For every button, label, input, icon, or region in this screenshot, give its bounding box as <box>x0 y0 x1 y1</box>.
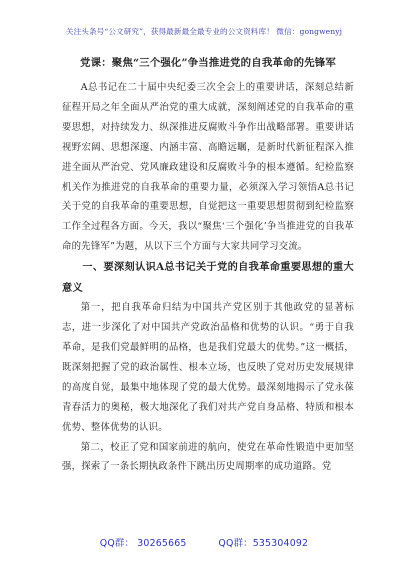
header-banner: 关注头条号“公文研究”，获得最新最全最专业的公文资料库！ 微信：gongwenyj <box>65 27 343 36</box>
footer-qq-groups <box>0 535 408 549</box>
paragraph-second: 第二，校正了党和国家前进的航向，使党在革命性锻造中更加坚强，探索了一条长期执政条件下跳出历史周期率的成功道路。党 <box>62 441 354 473</box>
footer-qq1: QQ群： 30265665 <box>99 538 187 549</box>
intro-paragraph: A总书记在二十届中央纪委三次全会上的重要讲话，深刻总结新征程开局之年全面从严治党的重大成就，深刻阐述党的自我革命的重要思想，对持续发力、纵深推进反腐败斗争作出战略部署。重要讲话视野宏阔、思想深邃、内涵丰富、高瞻远瞩，是新时代新征程深入推进全面从严治党、党风廉政建设和反腐败斗争的根本遵循。纪检监察机关作为推进党的自我革命的重要力量，必须深入学习领悟A总书记关于党的自我革命的重要思想，自觉把这一重要思想贯彻到纪检监察工作全过程各方面。今天，我以“聚焦‘三个强化’争当推进党的自我革命的先锋军”为题，从以下三个方面与大家共同学习交流。 <box>62 82 354 253</box>
section-heading-1: 一、要深刻认识A总书记关于党的自我革命重要思想的重大意义 <box>62 261 354 294</box>
paragraph-first: 第一，把自我革命归结为中国共产党区别于其他政党的显著标志，进一步深化了对中国共产党政治品格和优势的认识。“勇于自我革命，是我们党最鲜明的品格，也是我们党最大的优势。”这一概括，既深刻把握了党的政治属性、根本立场，也反映了党对历史发展规律的高度自觉，最集中地体现了党的最大优势。最深刻地揭示了党永葆青春活力的奥秘，极大地深化了我们对共产党自身品格、特质和根本优势、整体优势的认识。 <box>62 302 354 433</box>
document-body <box>62 56 354 477</box>
footer-qq2: QQ群：535304092 <box>218 538 309 549</box>
document-title: 党课：聚焦“三个强化”争当推进党的自我革命的先锋军 <box>80 57 336 69</box>
